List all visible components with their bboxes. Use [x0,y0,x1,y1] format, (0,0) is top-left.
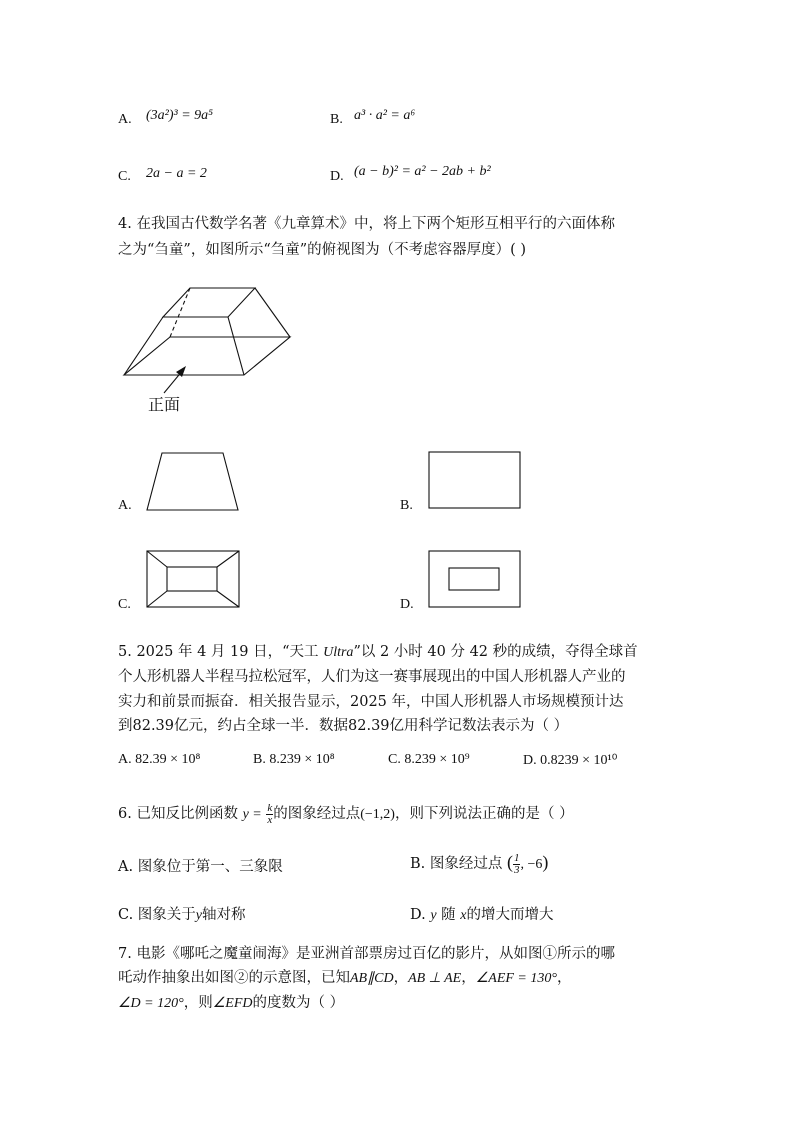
q3-option-c-expr: 2a − a = 2 [146,166,207,181]
q7-sep-2: ， [461,970,476,986]
q7-parallel: AB∥CD [350,971,394,986]
q4-option-d-label: D. [400,597,414,612]
q7-stem-line-2 [118,966,571,987]
q7-line3-text-a: ，则 [183,995,213,1011]
q5-line1-part-a: 5. 2025 年 4 月 19 日，“天工 [118,644,324,660]
q3-option-a-label: A. [118,112,132,127]
q4-option-b-label: B. [400,498,413,513]
q6-option-d-mid: 随 [441,907,456,923]
q7-sep-3: ， [556,970,572,986]
q3-option-a-expr: (3a²)³ = 9a⁵ [146,108,214,123]
q5-option-a: A. 82.39 × 10⁸ [118,752,201,767]
q7-sep-1: ， [393,970,409,986]
q4-stem-line-2: 之为“刍童”，如图所示“刍童”的俯视图为（不考虑容器厚度）( ) [118,242,527,258]
q5-ultra: Ultra [323,645,354,660]
q6-func-k: k [267,801,273,814]
q6-option-d-y: y [430,908,437,923]
q5-stem-line-4: 到82.39亿元，约占全球一半．数据82.39亿用科学记数法表示为（ ） [118,718,569,734]
q3-option-b-expr: a³ · a² = a⁶ [354,108,416,123]
q5-stem-line-1 [118,640,638,661]
q5-option-d: D. 0.8239 × 10¹⁰ [523,753,618,768]
q5-line1-part-b: ”以 2 小时 40 分 42 秒的成绩，夺得全球首 [353,644,638,660]
q6-option-b-den: 3 [513,863,520,876]
q6-option-c-var: y [195,908,203,923]
q3-option-d-expr: (a − b)² = a² − 2ab + b² [354,164,491,179]
q6-option-b-paren-close: ) [542,852,549,872]
q7-angle-d: ∠D = 120° [118,996,184,1011]
q7-line2-text: 吒动作抽象出如图②的示意图，已知 [118,970,350,986]
q7-stem-line-3 [118,991,344,1012]
q6-stem-part-a: 6. 已知反比例函数 [118,806,238,822]
q6-point: (−1,2) [360,807,395,822]
q6-option-b-text: B. 图象经过点 [410,856,503,872]
q6-func-y: y = [242,807,262,822]
q3-option-c-label: C. [118,169,131,184]
q7-stem-line-1: 7. 电影《哪吒之魔童闹海》是亚洲首部票房过百亿的影片，从如图①所示的哪 [118,946,615,962]
q6-option-a: A. 图象位于第一、三象限 [118,859,283,875]
q3-option-d-label: D. [330,169,344,184]
q6-stem [118,802,574,826]
q6-option-b [410,852,548,876]
q6-option-d-label: D. [410,907,426,923]
q6-option-b-rest: , −6 [520,857,543,872]
q6-option-b-num: 1 [513,851,520,864]
q6-option-c [118,903,246,924]
q3-option-b-label: B. [330,112,343,127]
q7-perpendicular: AB ⊥ AE [408,971,462,986]
q4-option-a-label: A. [118,498,132,513]
q7-angle-aef: ∠AEF = 130° [475,971,557,986]
q6-option-d-text: 的增大而增大 [466,907,554,923]
q5-stem-line-2: 个人形机器人半程马拉松冠军，人们为这一赛事展现出的中国人形机器人产业的 [118,669,626,685]
q4-stem-line-1: 4. 在我国古代数学名著《九章算术》中，将上下两个矩形互相平行的六面体称 [118,216,615,232]
q6-option-c-text-b: 轴对称 [202,907,246,923]
q6-option-b-paren-open: ( [506,852,513,872]
q5-option-b: B. 8.239 × 10⁸ [253,752,335,767]
q6-func-x: x [267,813,273,826]
q6-stem-part-c: ，则下列说法正确的是（ ） [394,806,574,822]
q7-line3-text-b: 的度数为（ ） [252,995,345,1011]
q6-option-c-text-a: C. 图象关于 [118,907,196,923]
front-label: 正面 [148,395,181,414]
q7-angle-efd: ∠EFD [212,996,253,1011]
q5-option-c: C. 8.239 × 10⁹ [388,752,470,767]
q4-option-c-label: C. [118,597,131,612]
q5-stem-line-3: 实力和前景而振奋．相关报告显示，2025 年，中国人形机器人市场规模预计达 [118,694,624,710]
q6-option-d-x: x [460,908,467,923]
q6-stem-part-b: 的图象经过点 [273,806,361,822]
q6-option-d [410,903,553,924]
